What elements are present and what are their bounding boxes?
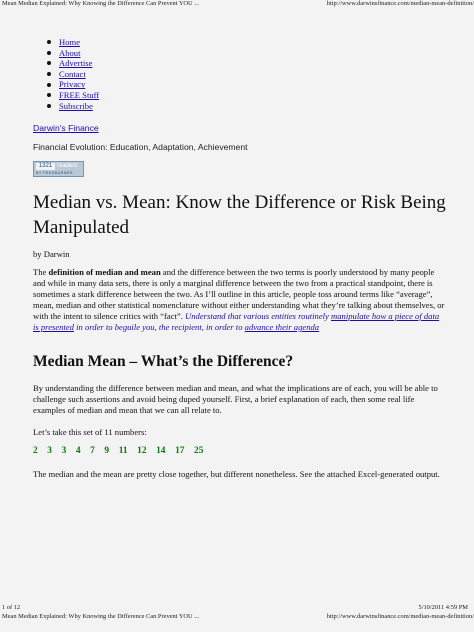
nav-item-contact [43,69,99,80]
number-item: 2 [33,446,38,456]
print-timestamp: 5/10/2011 4:59 PM [418,604,468,611]
print-footer [0,604,474,632]
readers-label: readers [57,163,78,169]
nav-item-subscribe [43,101,99,112]
nav-link-advertise[interactable]: Advertise [59,58,93,69]
nav-link-privacy[interactable]: Privacy [59,79,86,90]
section-heading: Median Mean – What’s the Difference? [33,353,294,370]
site-name-link[interactable]: Darwin's Finance [33,123,99,133]
page-number: 1 of 12 [2,604,21,611]
bullet-icon [47,104,51,108]
nav-link-about[interactable]: About [59,47,81,58]
number-item: 3 [47,446,52,456]
number-item: 11 [118,446,128,456]
site-tagline: Financial Evolution: Education, Adaptation, Achievement [33,142,248,152]
print-footer-title: Mean Median Explained: Why Knowing the Difference Can Prevent YOU ... [2,613,200,620]
number-item: 4 [75,446,81,456]
number-item: 25 [194,446,204,456]
intro-emphasis-1: Understand that various entities routinely [185,311,332,321]
nav-item-free-stuff [43,90,99,101]
number-item: 7 [90,446,95,456]
intro-bold-term: definition of median and mean [48,267,161,277]
feedburner-label: BY FEEDBURNER [36,171,73,175]
number-item: 14 [156,446,166,456]
article-title: Median vs. Mean: Know the Difference or Risk Being Manipulated [33,192,446,238]
number-item: 3 [61,446,67,456]
nav-link-contact[interactable]: Contact [59,68,86,79]
number-set-intro: Let’s take this set of 11 numbers: [33,427,147,437]
number-item: 9 [104,446,110,456]
nav-item-home [43,37,99,48]
feedburner-badge[interactable] [33,161,84,177]
number-set [33,446,213,456]
article-byline: by Darwin [33,249,70,259]
bullet-icon [47,61,51,65]
closing-paragraph: The median and the mean are pretty close together, but different nonetheless. See the attached Excel-generated output. [33,469,440,479]
print-footer-url: http://www.darwinsfinance.com/median-mean-definition/ [326,613,474,620]
bullet-icon [47,83,51,87]
main-nav [43,37,99,111]
intro-emphasis-2: in order to beguile you, the recipient, in order to [73,322,245,332]
print-header-url: http://www.darwinsfinance.com/median-mean-definition/ [326,0,474,7]
bullet-icon [47,51,51,55]
advance-agenda-link[interactable]: advance their agenda [244,322,320,332]
bullet-icon [47,72,51,76]
nav-link-subscribe[interactable]: Subscribe [59,100,93,111]
bullet-icon [47,40,51,44]
nav-item-about [43,48,99,59]
number-item: 17 [175,446,185,456]
reader-count: 1321 [36,163,55,170]
number-item: 12 [137,446,147,456]
explanation-paragraph: By understanding the difference between median and mean, and what the implications are of each, you will be able to challenge such assertions and avoid being duped yourself. First, a brief explanation of each, then some real life examples of median and mean that we can all relate to. [33,383,438,415]
bullet-icon [47,93,51,97]
nav-item-privacy [43,79,99,90]
print-header-title: Mean Median Explained: Why Knowing the Difference Can Prevent YOU ... [2,0,200,7]
nav-link-home[interactable]: Home [59,37,81,47]
intro-text-1: The [33,267,49,277]
print-header [0,0,474,10]
nav-item-advertise [43,58,99,69]
intro-paragraph [33,267,447,333]
nav-link-free-stuff[interactable]: FREE Stuff [59,89,100,100]
manipulate-data-link[interactable]: manipulate how a piece of data is presented [33,311,440,332]
intro-text-2: and the difference between the two terms is poorly understood by many people and while in many data sets, there is only a marginal difference between the two from a practical standpoint, there is sometimes a stark difference between the two. As I’ll outline in this article, people toss around terms like “average”, mean, median and other statistical nomenclature without either understanding what they’re talking about themselves, or with the intent to silence critics with “fact”. [33,267,445,321]
